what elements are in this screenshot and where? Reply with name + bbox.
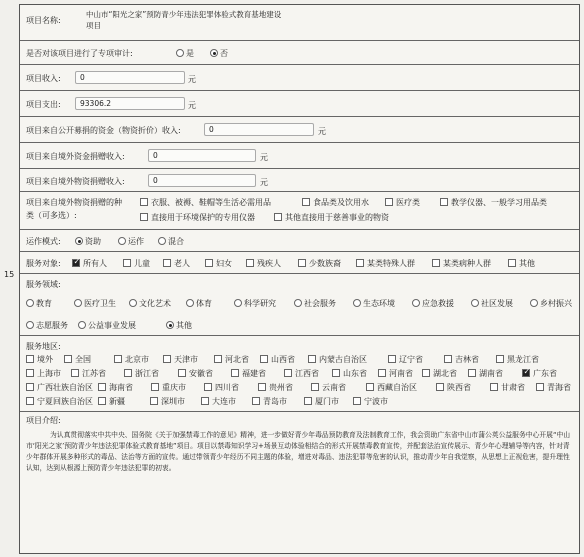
project-form — [19, 4, 580, 554]
checkbox[interactable] — [366, 383, 374, 391]
audit-option-no[interactable]: 否 — [210, 48, 228, 59]
region-option[interactable]: 甘肃省 — [490, 382, 525, 393]
region-option[interactable]: 海南省 — [98, 382, 133, 393]
region-option[interactable]: 湖南省 — [468, 368, 503, 379]
revenue-row — [20, 65, 579, 91]
region-option[interactable]: 重庆市 — [151, 382, 186, 393]
field-option[interactable]: 文化艺术 — [129, 298, 171, 309]
target-option[interactable]: 其他 — [508, 258, 535, 269]
field-option[interactable]: 其他 — [166, 320, 192, 331]
project-intro-text: 为认真贯彻落实中共中央、国务院《关于加强禁毒工作的意见》精神，进一步做好青少年毒品预防教育及法制教育工作，我会资助广东省中山市蒲公英公益服务中心开展“中山市‘阳光之家’预防青少年违法犯罪体验式教育基地”项目。项目以禁毒知识学习+场景互动体验相结合的形式开展禁毒教育宣传，并配套法治宣传展示、青少年心理辅导等内容，针对青少年群体开展多种形式的毒品、法治等方面的宣传。通过带领青少年经历不同主题的体验，增进对毒品、违法犯罪等危害的认识，推动青少年自我觉察，从思想上正视危害，提升理性认知，达到从根源上预防青少年违法犯罪的初衷。 — [26, 431, 571, 472]
checkbox[interactable] — [214, 355, 222, 363]
checkbox[interactable] — [311, 383, 319, 391]
checkbox[interactable] — [151, 383, 159, 391]
overseas-funds-unit: 元 — [260, 153, 268, 162]
region-option[interactable]: 厦门市 — [304, 396, 339, 407]
checkbox[interactable] — [522, 369, 530, 377]
goods-option-daily[interactable]: 衣服、被褥、鞋帽等生活必需用品 — [140, 197, 271, 208]
service-fields-label: 服务领域: — [26, 280, 61, 289]
radio-yes[interactable] — [176, 49, 184, 57]
checkbox[interactable] — [284, 369, 292, 377]
project-name-line1: 中山市“阳光之家”预防青少年违法犯罪体验式教育基地建设 — [86, 10, 282, 19]
checkbox[interactable] — [98, 383, 106, 391]
radio[interactable] — [412, 299, 420, 307]
region-option[interactable]: 云南省 — [311, 382, 346, 393]
goods-types-label-line2: 类（可多选）: — [26, 211, 77, 220]
checkbox[interactable] — [201, 397, 209, 405]
checkbox[interactable] — [508, 259, 516, 267]
radio[interactable] — [353, 299, 361, 307]
expense-row — [20, 91, 579, 117]
region-option[interactable]: 山西省 — [260, 354, 295, 365]
radio[interactable] — [234, 299, 242, 307]
overseas-funds-label: 项目来自境外资金捐赠收入: — [26, 152, 125, 161]
region-option[interactable]: 江苏省 — [71, 368, 106, 379]
region-option[interactable]: 福建省 — [231, 368, 266, 379]
checkbox[interactable] — [388, 355, 396, 363]
checkbox[interactable] — [26, 383, 34, 391]
public-fundraising-row — [20, 117, 579, 143]
goods-types-row — [20, 192, 579, 230]
checkbox[interactable] — [260, 355, 268, 363]
checkbox[interactable] — [246, 259, 254, 267]
public-fundraising-input[interactable]: 0 — [204, 123, 314, 136]
checkbox[interactable] — [436, 383, 444, 391]
region-option[interactable]: 全国 — [64, 354, 91, 365]
goods-option-other-charity[interactable]: 其他直接用于慈善事业的物资 — [274, 212, 389, 223]
overseas-goods-input[interactable]: 0 — [148, 174, 256, 187]
checkbox[interactable] — [114, 355, 122, 363]
region-option[interactable]: 贵州省 — [258, 382, 293, 393]
radio[interactable] — [186, 299, 194, 307]
region-option[interactable]: 宁波市 — [353, 396, 388, 407]
checkbox[interactable] — [178, 369, 186, 377]
target-option[interactable]: 妇女 — [205, 258, 232, 269]
region-option[interactable]: 境外 — [26, 354, 53, 365]
checkbox[interactable] — [356, 259, 364, 267]
checkbox[interactable] — [468, 369, 476, 377]
target-option[interactable]: 少数族裔 — [298, 258, 341, 269]
checkbox[interactable] — [440, 198, 448, 206]
region-option[interactable]: 上海市 — [26, 368, 61, 379]
region-option[interactable]: 广西壮族自治区 — [26, 382, 93, 393]
region-option[interactable]: 青海省 — [536, 382, 571, 393]
overseas-goods-row — [20, 169, 579, 192]
expense-unit: 元 — [188, 101, 196, 110]
checkbox[interactable] — [163, 355, 171, 363]
goods-option-food[interactable]: 食品类及饮用水 — [302, 197, 369, 208]
checkbox[interactable] — [150, 397, 158, 405]
target-option[interactable]: 残疾人 — [246, 258, 281, 269]
service-fields-row — [20, 274, 579, 336]
checkbox[interactable] — [163, 259, 171, 267]
region-option[interactable]: 吉林省 — [444, 354, 479, 365]
revenue-label: 项目收入: — [26, 74, 61, 83]
radio[interactable] — [166, 321, 174, 329]
revenue-input[interactable]: 0 — [75, 71, 185, 84]
region-option[interactable]: 深圳市 — [150, 396, 185, 407]
project-intro-section — [20, 412, 579, 552]
overseas-funds-row — [20, 143, 579, 169]
region-option[interactable]: 湖北省 — [422, 368, 457, 379]
region-option[interactable]: 北京市 — [114, 354, 149, 365]
operation-mode-row — [20, 230, 579, 252]
radio[interactable] — [471, 299, 479, 307]
radio[interactable] — [294, 299, 302, 307]
radio-mixed[interactable] — [158, 237, 166, 245]
checkbox[interactable] — [64, 355, 72, 363]
mode-option-mixed[interactable]: 混合 — [158, 236, 184, 247]
radio[interactable] — [26, 321, 34, 329]
checkbox[interactable] — [304, 397, 312, 405]
public-fundraising-unit: 元 — [318, 127, 326, 136]
region-option[interactable]: 青岛市 — [252, 396, 287, 407]
checkbox[interactable] — [496, 355, 504, 363]
radio[interactable] — [74, 299, 82, 307]
project-name-row — [20, 5, 579, 41]
expense-label: 项目支出: — [26, 100, 61, 109]
field-option[interactable]: 科学研究 — [234, 298, 276, 309]
checkbox[interactable] — [72, 259, 80, 267]
region-option[interactable]: 大连市 — [201, 396, 236, 407]
region-option[interactable]: 新疆 — [98, 396, 125, 407]
field-option[interactable]: 教育 — [26, 298, 52, 309]
project-intro-label: 项目介绍: — [26, 416, 61, 425]
goods-types-label-line1: 项目来自境外物资捐赠的种 — [26, 198, 122, 207]
target-option[interactable]: ✓ 所有人 — [72, 258, 107, 269]
checkbox[interactable] — [332, 369, 340, 377]
checkbox[interactable] — [26, 369, 34, 377]
region-option[interactable]: 宁夏回族自治区 — [26, 396, 93, 407]
checkbox[interactable] — [444, 355, 452, 363]
checkbox[interactable] — [252, 397, 260, 405]
radio[interactable] — [26, 299, 34, 307]
goods-option-teaching[interactable]: 教学仪器、一般学习用品类 — [440, 197, 547, 208]
field-option[interactable]: 志愿服务 — [26, 320, 68, 331]
checkbox[interactable] — [422, 369, 430, 377]
project-name-line2: 项目 — [86, 21, 101, 30]
margin-page-number: 15 — [4, 270, 15, 279]
overseas-goods-unit: 元 — [260, 178, 268, 187]
project-name-value — [86, 9, 281, 31]
checkbox[interactable] — [205, 259, 213, 267]
radio-no[interactable] — [210, 49, 218, 57]
field-option[interactable]: 生态环境 — [353, 298, 395, 309]
checkbox[interactable] — [490, 383, 498, 391]
revenue-unit: 元 — [188, 75, 196, 84]
region-option[interactable]: 天津市 — [163, 354, 198, 365]
radio[interactable] — [78, 321, 86, 329]
checkbox[interactable] — [536, 383, 544, 391]
field-option[interactable]: 公益事业发展 — [78, 320, 136, 331]
service-targets-row — [20, 252, 579, 274]
mode-option-fund[interactable]: 资助 — [75, 236, 101, 247]
project-name-label: 项目名称: — [26, 16, 61, 25]
field-option[interactable]: 医疗卫生 — [74, 298, 116, 309]
overseas-funds-input[interactable]: 0 — [148, 149, 256, 162]
audit-option-yes[interactable]: 是 — [176, 48, 194, 59]
checkbox[interactable] — [432, 259, 440, 267]
checkbox[interactable] — [378, 369, 386, 377]
target-option[interactable]: 某类特殊人群 — [356, 258, 415, 269]
checkbox[interactable] — [26, 397, 34, 405]
radio-fund[interactable] — [75, 237, 83, 245]
region-option[interactable]: 西藏自治区 — [366, 382, 417, 393]
checkbox[interactable] — [98, 397, 106, 405]
region-option[interactable]: 江西省 — [284, 368, 319, 379]
checkbox[interactable] — [140, 213, 148, 221]
target-option[interactable]: 儿童 — [123, 258, 150, 269]
checkbox[interactable] — [71, 369, 79, 377]
service-regions-row — [20, 336, 579, 412]
goods-option-environment[interactable]: 直接用于环境保护的专用仪器 — [140, 212, 255, 223]
region-option[interactable]: 辽宁省 — [388, 354, 423, 365]
checkbox[interactable] — [140, 198, 148, 206]
region-option[interactable]: 河南省 — [378, 368, 413, 379]
checkbox[interactable] — [353, 397, 361, 405]
region-option[interactable]: 内蒙古自治区 — [308, 354, 367, 365]
overseas-goods-label: 项目来自境外物资捐赠收入: — [26, 177, 125, 186]
region-option[interactable]: 山东省 — [332, 368, 367, 379]
goods-option-medical[interactable]: 医疗类 — [385, 197, 420, 208]
checkbox[interactable] — [258, 383, 266, 391]
expense-input[interactable]: 93306.2 — [75, 97, 185, 110]
field-option[interactable]: 应急救援 — [412, 298, 454, 309]
checkbox[interactable] — [308, 355, 316, 363]
mode-option-operate[interactable]: 运作 — [118, 236, 144, 247]
field-option[interactable]: 乡村振兴 — [530, 298, 572, 309]
radio[interactable] — [530, 299, 538, 307]
field-option[interactable]: 体育 — [186, 298, 212, 309]
region-option[interactable]: 浙江省 — [124, 368, 159, 379]
target-option[interactable]: 某类病种人群 — [432, 258, 491, 269]
public-fundraising-label: 项目来自公开募捐的资金（物资折价）收入: — [26, 126, 181, 135]
region-option[interactable]: 安徽省 — [178, 368, 213, 379]
special-audit-row — [20, 41, 579, 65]
checkbox[interactable] — [123, 259, 131, 267]
checkbox[interactable] — [204, 383, 212, 391]
checkbox[interactable] — [26, 355, 34, 363]
region-option[interactable]: 河北省 — [214, 354, 249, 365]
target-option[interactable]: 老人 — [163, 258, 190, 269]
region-option[interactable]: 黑龙江省 — [496, 354, 539, 365]
service-regions-label: 服务地区: — [26, 342, 61, 351]
field-option[interactable]: 社会服务 — [294, 298, 336, 309]
operation-mode-label: 运作模式: — [26, 237, 61, 246]
radio-operate[interactable] — [118, 237, 126, 245]
service-targets-label: 服务对象: — [26, 259, 61, 268]
region-option[interactable]: 陕西省 — [436, 382, 471, 393]
checkbox[interactable] — [298, 259, 306, 267]
field-option[interactable]: 社区发展 — [471, 298, 513, 309]
checkbox[interactable] — [124, 369, 132, 377]
checkbox[interactable] — [385, 198, 393, 206]
checkbox[interactable] — [231, 369, 239, 377]
radio[interactable] — [129, 299, 137, 307]
checkbox[interactable] — [274, 213, 282, 221]
checkbox[interactable] — [302, 198, 310, 206]
special-audit-label: 是否对该项目进行了专项审计: — [26, 49, 133, 58]
region-option[interactable]: 四川省 — [204, 382, 239, 393]
region-option[interactable]: ✓ 广东省 — [522, 368, 557, 379]
